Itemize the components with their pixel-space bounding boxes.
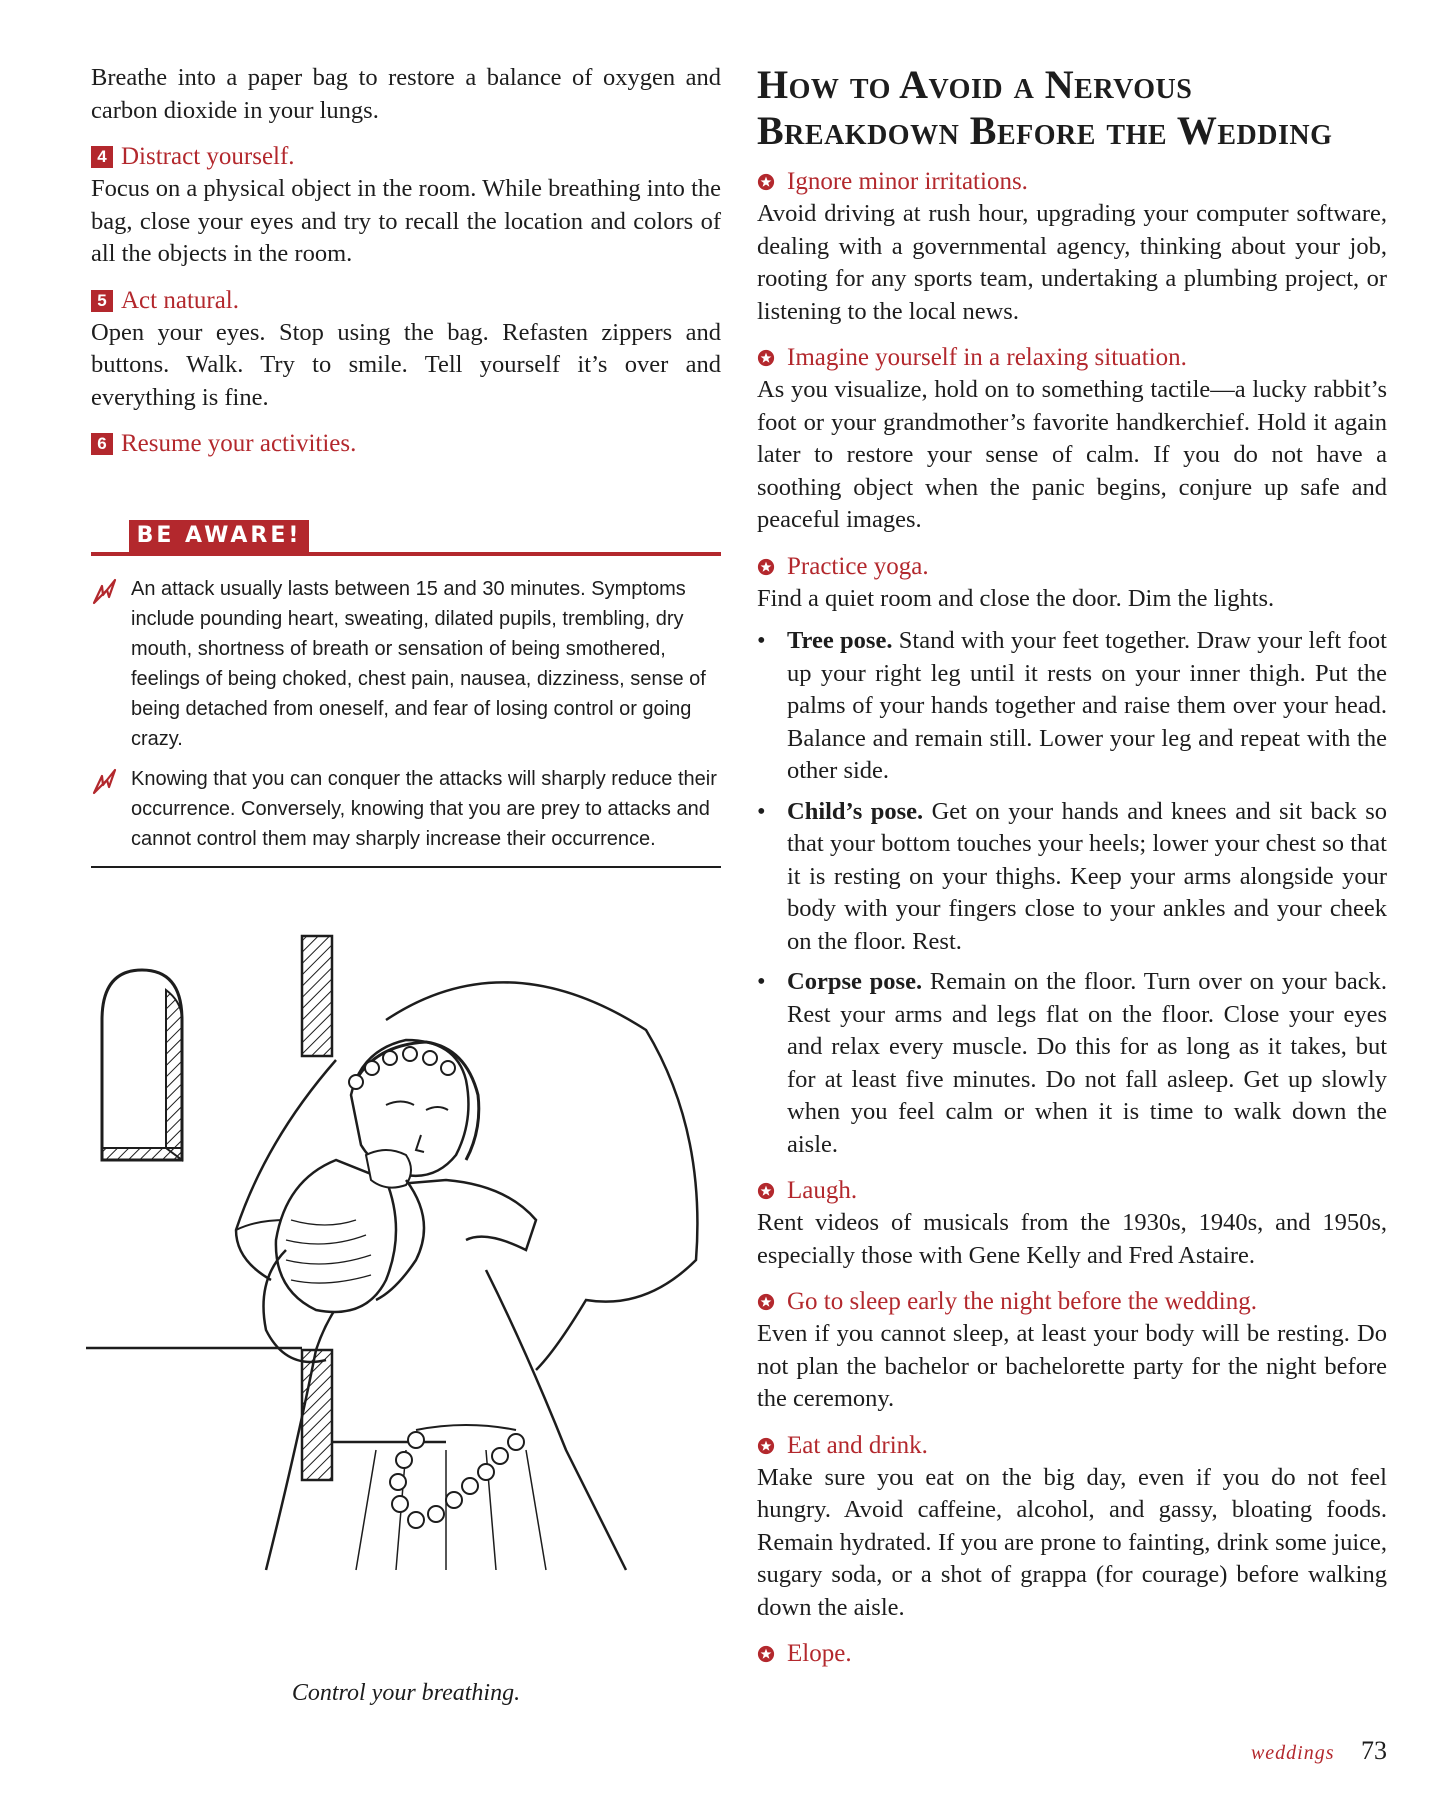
star-circle-icon	[757, 1182, 775, 1200]
star-circle-icon	[757, 173, 775, 191]
intro-paragraph: Breathe into a paper bag to restore a balance of oxygen and carbon dioxide in your lungs.	[91, 64, 721, 124]
be-aware-rule	[91, 866, 721, 868]
be-aware-item	[91, 764, 721, 854]
step-title: Distract yourself.	[121, 143, 295, 170]
step-title: Resume your activities.	[121, 430, 357, 457]
be-aware-label: BE AWARE!	[129, 520, 309, 552]
pose-name: Tree pose.	[787, 627, 893, 654]
step-text: Focus on a physical object in the room. While breathing into the bag, close your eyes and try to recall the location and colors of all the objects in the room.	[91, 175, 721, 267]
tip	[757, 342, 1387, 537]
be-aware-item	[91, 574, 721, 754]
be-aware-list	[91, 574, 721, 854]
tip-title: Imagine yourself in a relaxing situation.	[787, 344, 1187, 371]
pose-text: Remain on the floor. Turn over on your back. Rest your arms and legs flat on the floor. Close your eyes and relax every muscle. Do this for as long as it takes, but for at least five minutes. Do not fall asleep. Get up slowly when you feel calm or when it is time to walk down the aisle.	[787, 968, 1388, 1158]
pose-name: Corpse pose.	[787, 968, 923, 995]
be-aware-box	[91, 520, 721, 864]
tip-text: Even if you cannot sleep, at least your body will be resting. Do not plan the bachelor or bachelorette party for the night before the ceremony.	[757, 1320, 1387, 1412]
step-6	[91, 428, 721, 460]
list-item	[757, 625, 1387, 788]
step-number: 6	[91, 433, 113, 455]
star-circle-icon	[757, 349, 775, 367]
left-column	[91, 62, 721, 474]
bride-breathing-illustration	[86, 930, 726, 1610]
tip-text: Rent videos of musicals from the 1930s, 1940s, and 1950s, especially those with Gene Kelly and Fred Astaire.	[757, 1209, 1387, 1269]
tip	[757, 1430, 1387, 1625]
page-title	[757, 62, 1387, 154]
pose-name: Child’s pose.	[787, 797, 924, 825]
yoga-pose-list	[757, 625, 1387, 1161]
tip-text: As you visualize, hold on to something tactile—a lucky rabbit’s foot or your grandmother’s favorite handkerchief. Hold it again later to restore your sense of calm. If you do not have a soothing object when the panic begins, conjure up safe and peaceful images.	[757, 376, 1387, 533]
lightning-bolt-icon	[91, 766, 121, 796]
tip	[757, 1286, 1387, 1416]
star-circle-icon	[757, 1437, 775, 1455]
page-footer	[1251, 1736, 1387, 1766]
pose-text: Stand with your feet together. Draw your left foot up your right leg until it rests on your inner thigh. Put the palms of your hands together and raise them over your head. Balance and remain still. Lower your leg and repeat with the other side.	[787, 627, 1387, 784]
star-circle-icon	[757, 1645, 775, 1663]
tip-text: Make sure you eat on the big day, even if you do not feel hungry. Avoid caffeine, alcohol, and gassy, bloating foods. Remain hydrated. If you are prone to fainting, drink some juice, sugary soda, or a shot of grappa (for courage) before walking down the aisle.	[757, 1463, 1387, 1621]
list-item	[757, 966, 1387, 1161]
step-5	[91, 285, 721, 415]
title-line-1: How to Avoid a Nervous	[757, 62, 1193, 107]
tip	[757, 166, 1387, 328]
tip-text: Avoid driving at rush hour, upgrading your computer software, dealing with a governmental agency, thinking about your job, rooting for any sports team, undertaking a plumbing project, or listening to the local news.	[757, 200, 1387, 325]
tip-title: Practice yoga.	[787, 552, 929, 580]
star-circle-icon	[757, 1293, 775, 1311]
page-number: 73	[1361, 1736, 1387, 1765]
star-circle-icon	[757, 558, 775, 576]
be-aware-text: An attack usually lasts between 15 and 30 minutes. Symptoms include pounding heart, sweating, dilated pupils, trembling, dry mouth, shortness of breath or sensation of being smothered, feelings of being choked, chest pain, nausea, dizziness, sense of being detached from oneself, and fear of losing control or going crazy.	[131, 578, 706, 750]
step-number: 4	[91, 146, 113, 168]
tip-title: Ignore minor irritations.	[787, 168, 1028, 195]
tip	[757, 1175, 1387, 1272]
tip-title: Eat and drink.	[787, 1431, 928, 1459]
pose-text: Get on your hands and knees and sit back so that your bottom touches your heels; lower your chest so that it is resting on your thighs. Keep your arms alongside your body with your fingers close to your ankles and your cheek on the floor. Rest.	[787, 797, 1387, 955]
right-column	[757, 62, 1387, 1684]
tip-text: Find a quiet room and close the door. Dim the lights.	[757, 584, 1275, 612]
section-name: weddings	[1250, 1742, 1335, 1764]
title-line-2: Breakdown Before the Wedding	[757, 108, 1333, 153]
step-4	[91, 141, 721, 271]
tip-title: Laugh.	[787, 1177, 858, 1204]
be-aware-text: Knowing that you can conquer the attacks will sharply reduce their occurrence. Conversely, knowing that you are prey to attacks and cannot control them may sharply increase their occurrence.	[131, 768, 717, 850]
tip-title: Elope.	[787, 1640, 852, 1667]
illustration-caption: Control your breathing.	[291, 1680, 521, 1706]
tip	[757, 1638, 1387, 1670]
lightning-bolt-icon	[91, 576, 121, 606]
step-title: Act natural.	[121, 286, 240, 314]
tip	[757, 551, 1387, 1162]
tip-title: Go to sleep early the night before the wedding.	[787, 1288, 1257, 1315]
list-item	[757, 796, 1387, 959]
step-text: Open your eyes. Stop using the bag. Refasten zippers and buttons. Walk. Try to smile. Tell yourself it’s over and everything is fine.	[91, 318, 721, 411]
step-number: 5	[91, 290, 113, 312]
be-aware-header	[91, 520, 721, 556]
